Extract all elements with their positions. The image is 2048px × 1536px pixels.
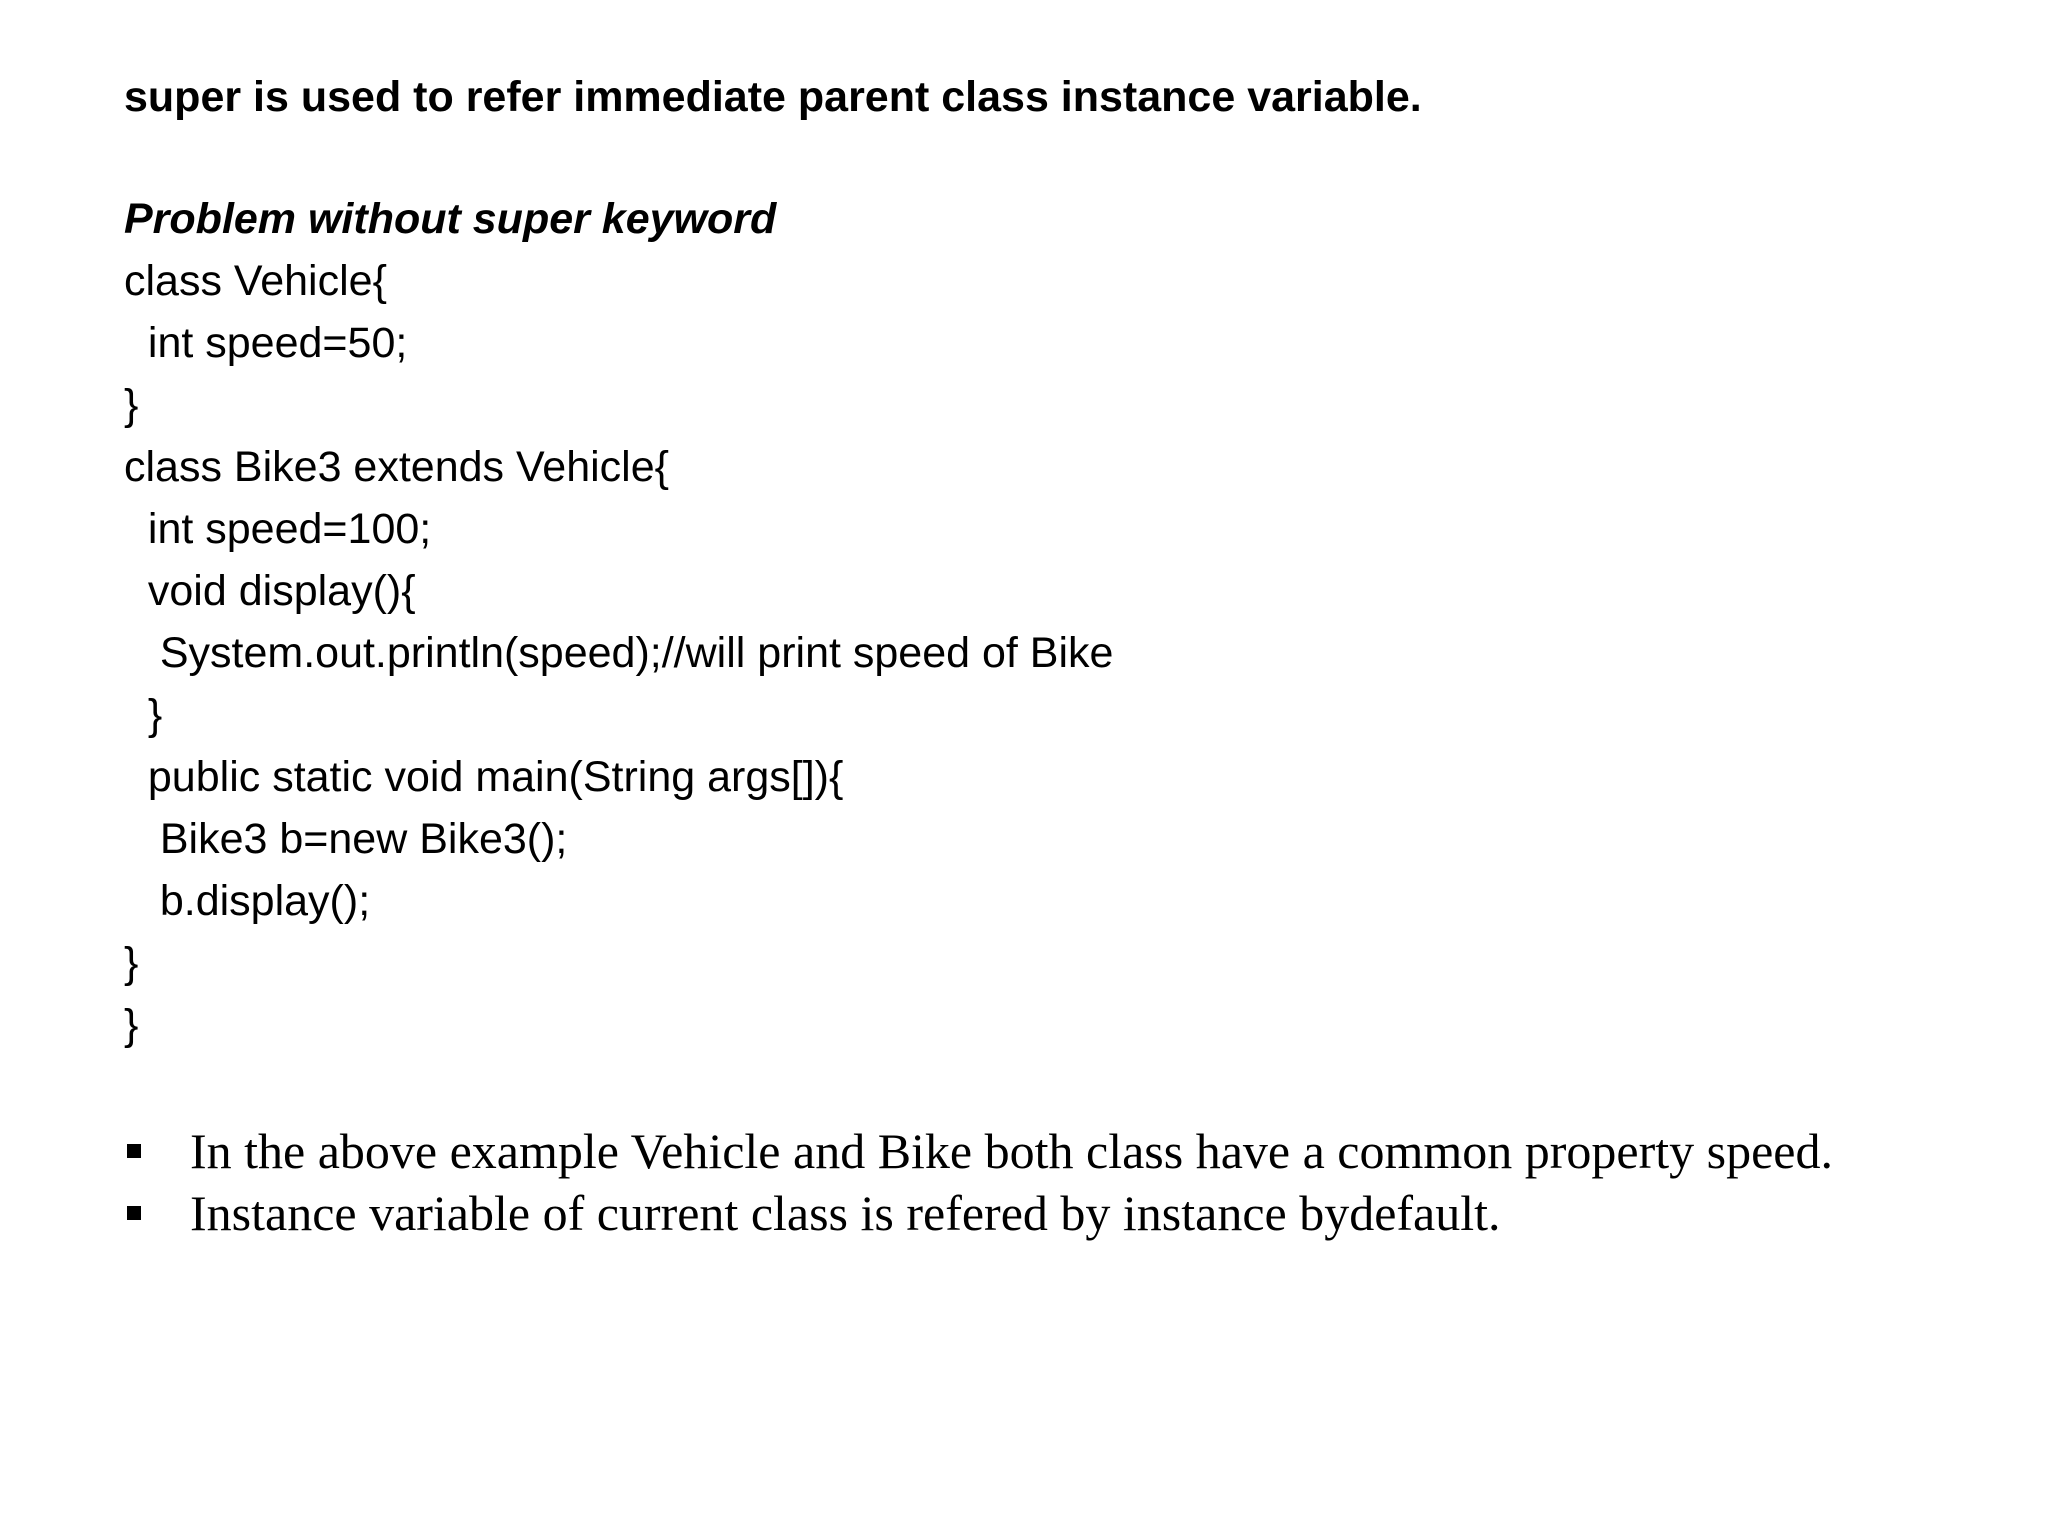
code-block — [124, 250, 1113, 1056]
code-line: b.display(); — [124, 877, 371, 925]
bullet-text: In the above example Vehicle and Bike both class have a common property speed. — [190, 1123, 1833, 1179]
bullet-list — [124, 1120, 1844, 1244]
code-line: class Bike3 extends Vehicle{ — [124, 443, 669, 491]
code-line: } — [124, 1001, 139, 1049]
code-line: } — [124, 939, 139, 987]
bullet-text: Instance variable of current class is refered by instance bydefault. — [190, 1185, 1501, 1241]
code-line: public static void main(String args[]){ — [124, 753, 844, 801]
slide-subheading: Problem without super keyword — [124, 195, 777, 243]
code-line: int speed=50; — [124, 319, 408, 367]
code-line: class Vehicle{ — [124, 257, 387, 305]
code-line: void display(){ — [124, 567, 416, 615]
code-line: Bike3 b=new Bike3(); — [124, 815, 568, 863]
code-line: } — [124, 381, 139, 429]
code-line: int speed=100; — [124, 505, 432, 553]
square-bullet-icon — [127, 1144, 141, 1158]
slide-heading: super is used to refer immediate parent class instance variable. — [124, 73, 1422, 121]
code-line: } — [124, 691, 163, 739]
square-bullet-icon — [127, 1206, 141, 1220]
bullet-item — [124, 1182, 1844, 1244]
bullet-item — [124, 1120, 1844, 1182]
code-line: System.out.println(speed);//will print speed of Bike — [124, 629, 1114, 677]
